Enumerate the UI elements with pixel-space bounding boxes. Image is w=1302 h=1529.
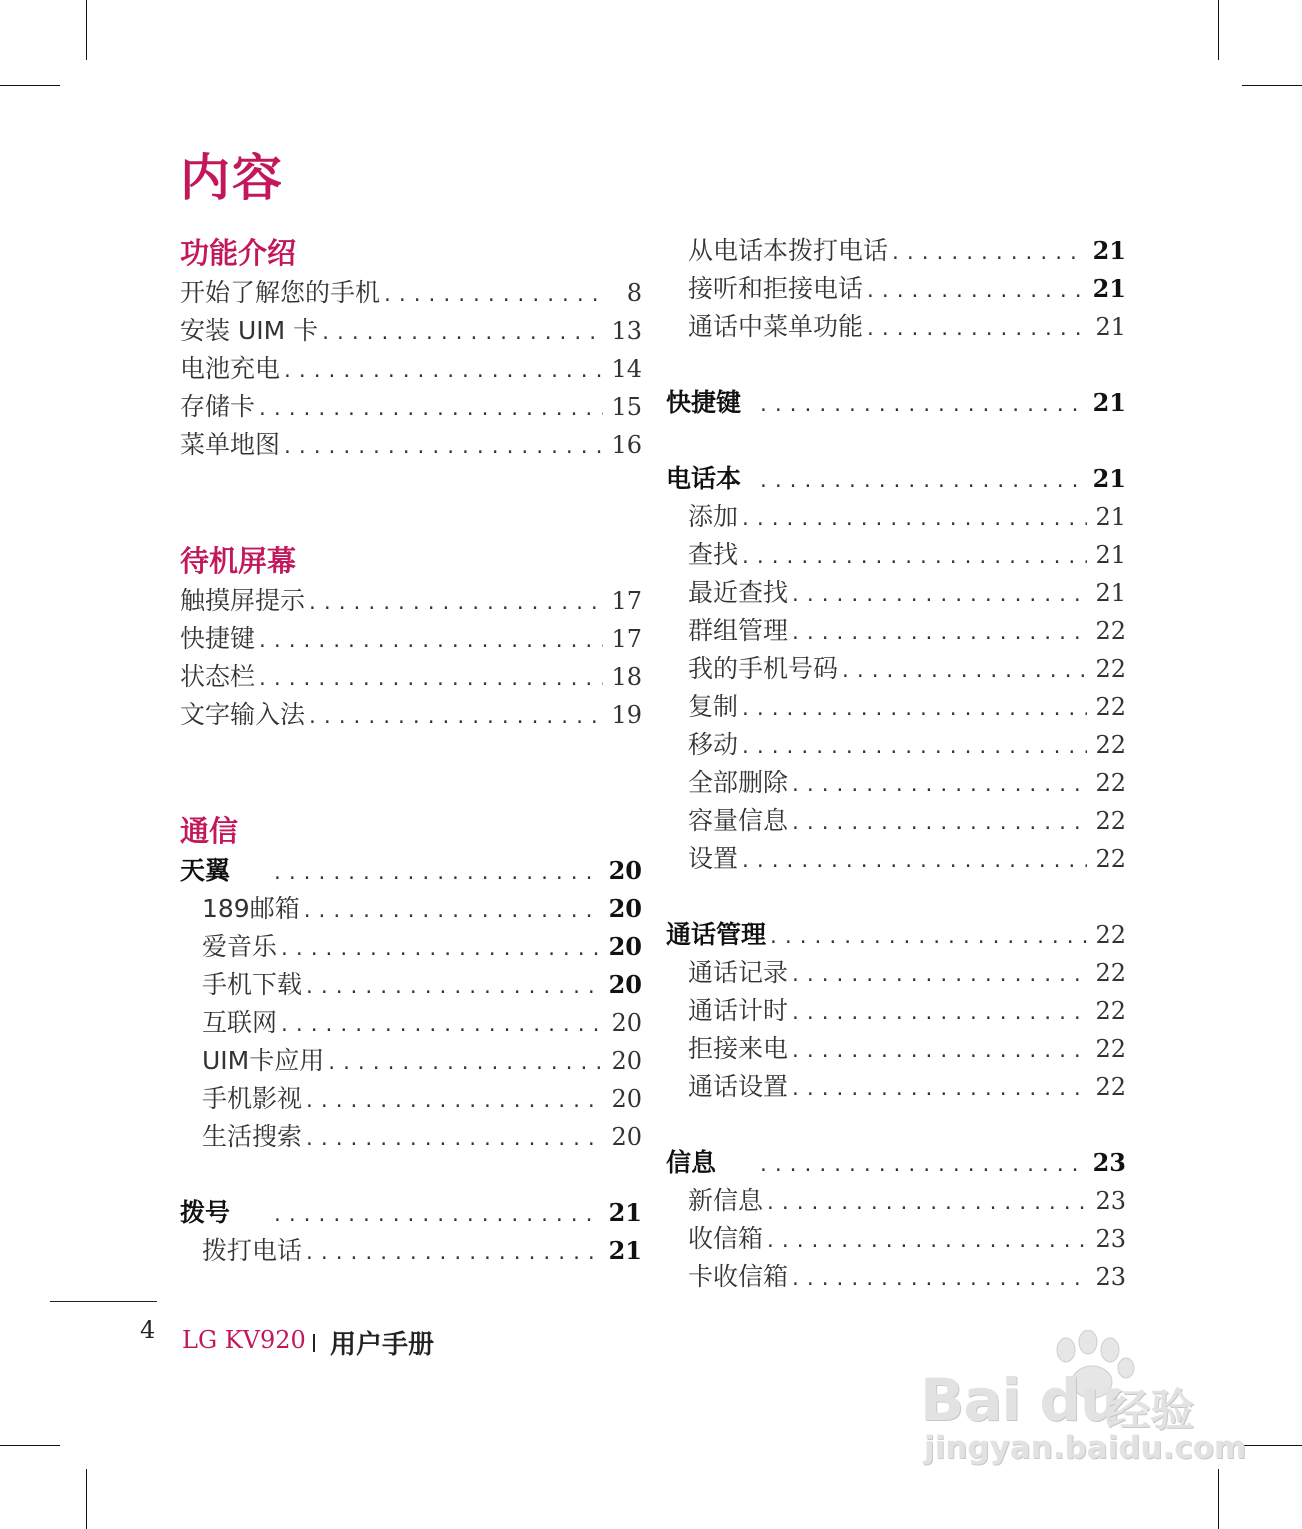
toc-entry-label: 电话本 [666,464,742,493]
toc-entry[interactable] [180,312,642,350]
toc-entry[interactable] [666,1068,1126,1106]
dot-leader [740,501,1087,536]
dot-leader [790,805,1087,840]
crop-mark [86,0,87,60]
section-heading: 待机屏幕 [180,544,297,578]
toc-entry-page: 22 [1095,1073,1126,1101]
dot-leader [890,235,1085,270]
toc-entry-page: 20 [608,970,642,999]
toc-entry-page: 21 [1095,541,1126,569]
toc-entry-page: 21 [1095,579,1126,607]
crop-mark [0,1445,60,1446]
section-heading: 功能介绍 [180,236,297,270]
dot-leader [865,273,1085,308]
dot-leader [740,539,1087,574]
toc-entry-page: 22 [1095,1035,1126,1063]
dot-leader [304,1121,603,1156]
toc-entry-page: 22 [1095,807,1126,835]
toc-entry[interactable] [666,954,1126,992]
toc-entry-label: 通话设置 [688,1072,789,1101]
toc-entry-label: 最近查找 [688,578,789,607]
dot-leader [326,1045,603,1080]
dot-leader [257,391,603,426]
toc-entry-page: 20 [611,1123,642,1151]
toc-entry[interactable] [666,840,1126,878]
toc-entry[interactable] [666,1258,1126,1296]
toc-entry[interactable] [666,688,1126,726]
toc-entry[interactable] [180,696,642,734]
toc-entry-label: 天翼 [180,856,231,885]
toc-entry[interactable] [180,426,642,464]
toc-entry[interactable] [666,232,1126,270]
dot-leader [740,691,1087,726]
dot-leader [790,615,1087,650]
toc-entry-page: 20 [611,1047,642,1075]
toc-entry[interactable] [180,620,642,658]
toc-chapter-entry[interactable] [180,1194,642,1232]
toc-entry[interactable] [666,992,1126,1030]
toc-entry-page: 13 [611,317,642,345]
dot-leader [304,969,601,1004]
dot-leader [758,387,1085,422]
toc-entry-label: 收信箱 [688,1224,764,1253]
toc-entry-label: 快捷键 [666,388,742,417]
toc-entry[interactable] [180,388,642,426]
spacer [180,1156,642,1194]
section-heading: 通信 [180,814,239,848]
toc-entry-page: 22 [1095,921,1126,949]
toc-entry[interactable] [180,966,642,1004]
toc-entry-page: 8 [626,279,642,307]
crop-mark [1242,85,1302,86]
toc-entry-page: 23 [1092,1148,1126,1177]
toc-entry-page: 18 [611,663,642,691]
toc-entry-page: 23 [1095,1263,1126,1291]
toc-entry-page: 21 [1095,313,1126,341]
toc-chapter-entry[interactable] [666,460,1126,498]
dot-leader [307,699,603,734]
dot-leader [307,585,603,620]
toc-entry-page: 22 [1095,769,1126,797]
dot-leader [382,277,604,312]
toc-entry-page: 21 [608,1236,642,1265]
toc-entry[interactable] [666,1220,1126,1258]
toc-right-column [666,232,1126,1296]
toc-entry-page: 21 [1092,388,1126,417]
toc-entry-page: 21 [1092,274,1126,303]
toc-entry-label: 从电话本拨打电话 [688,236,889,265]
dot-leader [768,919,1087,954]
dot-leader [790,767,1087,802]
toc-entry[interactable] [180,1232,642,1270]
dot-leader [790,577,1087,612]
dot-leader [282,429,603,464]
toc-entry-page: 20 [611,1009,642,1037]
toc-entry-page: 17 [611,587,642,615]
dot-leader [740,729,1087,764]
footer-brand: LG KV920 [182,1326,306,1354]
dot-leader [790,1261,1087,1296]
toc-entry-label: 触摸屏提示 [180,586,306,615]
toc-entry[interactable] [666,536,1126,574]
dot-leader [279,1007,603,1042]
dot-leader [302,893,601,928]
spacer [666,422,1126,460]
dot-leader [790,995,1087,1030]
crop-mark [0,85,60,86]
toc-entry-label: 手机下载 [202,970,303,999]
toc-entry-label: 通话管理 [666,920,767,949]
toc-chapter-entry[interactable] [666,384,1126,422]
page-number: 4 [140,1316,156,1344]
toc-entry-label: 文字输入法 [180,700,306,729]
toc-entry[interactable] [666,308,1126,346]
toc-entry-label: 通话计时 [688,996,789,1025]
toc-entry-label: 全部删除 [688,768,789,797]
toc-entry[interactable] [180,1042,642,1080]
toc-entry[interactable] [180,658,642,696]
toc-entry-page: 22 [1095,731,1126,759]
toc-entry-label: 查找 [688,540,739,569]
dot-leader [304,1083,603,1118]
toc-entry-label: 生活搜索 [202,1122,303,1151]
spacer [666,1106,1126,1144]
toc-entry-label: 拨号 [180,1198,231,1227]
toc-chapter-entry[interactable] [180,852,642,890]
toc-entry-label: 添加 [688,502,739,531]
toc-entry-page: 23 [1095,1225,1126,1253]
dot-leader [740,843,1087,878]
toc-entry-label: 新信息 [688,1186,764,1215]
toc-entry-page: 21 [608,1198,642,1227]
toc-entry[interactable] [666,1030,1126,1068]
dot-leader [865,311,1087,346]
toc-entry-label: 拒接来电 [688,1034,789,1063]
footer-rule [50,1301,157,1302]
watermark-jingyan: 经验 [1106,1385,1194,1436]
dot-leader [320,315,603,350]
footer-manual-title: 用户手册 [330,1330,435,1360]
toc-entry-page: 14 [611,355,642,383]
toc-entry-page: 15 [611,393,642,421]
dot-leader [257,661,603,696]
dot-leader [765,1185,1087,1220]
toc-entry-label: 189邮箱 [202,894,300,923]
footer-separator [313,1334,315,1352]
toc-entry-label: 电池充电 [180,354,281,383]
dot-leader [790,1033,1087,1068]
spacer [180,464,642,540]
page-title: 内容 [180,149,284,207]
toc-entry-page: 23 [1095,1187,1126,1215]
toc-entry[interactable] [180,1118,642,1156]
dot-leader [758,1147,1085,1182]
dot-leader [765,1223,1087,1258]
spacer [666,878,1126,916]
toc-entry-label: 状态栏 [180,662,256,691]
toc-entry-page: 20 [608,894,642,923]
crop-mark [1242,1445,1302,1446]
toc-entry[interactable] [180,350,642,388]
toc-entry-page: 19 [611,701,642,729]
toc-entry[interactable] [180,1004,642,1042]
dot-leader [282,353,603,388]
toc-entry-label: 手机影视 [202,1084,303,1113]
toc-entry-label: 快捷键 [180,624,256,653]
toc-entry-page: 21 [1092,464,1126,493]
dot-leader [272,1197,601,1232]
toc-entry-page: 22 [1095,693,1126,721]
watermark-url: jingyan.baidu.com [924,1430,1247,1466]
toc-entry[interactable] [666,1182,1126,1220]
toc-entry-label: 通话中菜单功能 [688,312,864,341]
toc-entry-page: 16 [611,431,642,459]
toc-entry-label: 容量信息 [688,806,789,835]
toc-entry-label: 群组管理 [688,616,789,645]
toc-entry-page: 22 [1095,617,1126,645]
toc-entry-label: 复制 [688,692,739,721]
crop-mark [1218,0,1219,60]
toc-entry-label: 我的手机号码 [688,654,839,683]
toc-entry[interactable] [180,928,642,966]
dot-leader [304,1235,601,1270]
toc-entry[interactable] [666,764,1126,802]
toc-entry-label: 卡收信箱 [688,1262,789,1291]
dot-leader [840,653,1087,688]
toc-entry[interactable] [180,274,642,312]
toc-entry-label: 安装 UIM 卡 [180,316,319,345]
toc-entry[interactable] [666,650,1126,688]
toc-entry-page: 20 [608,856,642,885]
toc-entry[interactable] [666,574,1126,612]
toc-left-column [180,232,642,1270]
toc-entry[interactable] [666,802,1126,840]
toc-entry-page: 22 [1095,959,1126,987]
toc-entry-label: 菜单地图 [180,430,281,459]
toc-entry-page: 22 [1095,845,1126,873]
toc-entry-label: 互联网 [202,1008,278,1037]
dot-leader [790,1071,1087,1106]
toc-entry-label: 设置 [688,844,739,873]
toc-entry-page: 17 [611,625,642,653]
spacer [666,346,1126,384]
toc-entry-label: 存储卡 [180,392,256,421]
toc-entry[interactable] [180,582,642,620]
spacer [180,734,642,810]
dot-leader [758,463,1085,498]
toc-entry-page: 22 [1095,655,1126,683]
toc-entry-label: 信息 [666,1148,717,1177]
baidu-watermark [910,1330,1247,1480]
toc-entry-page: 21 [1095,503,1126,531]
toc-entry[interactable] [666,498,1126,536]
dot-leader [279,931,601,966]
toc-entry-page: 22 [1095,997,1126,1025]
toc-entry-page: 20 [608,932,642,961]
toc-entry-page: 21 [1092,236,1126,265]
toc-entry-label: 拨打电话 [202,1236,303,1265]
toc-entry[interactable] [180,1080,642,1118]
toc-entry-label: UIM卡应用 [202,1046,325,1075]
toc-entry-label: 移动 [688,730,739,759]
toc-chapter-entry[interactable] [666,916,1126,954]
toc-entry-label: 爱音乐 [202,932,278,961]
toc-entry-label: 接听和拒接电话 [688,274,864,303]
toc-entry-page: 20 [611,1085,642,1113]
toc-entry[interactable] [666,612,1126,650]
watermark-logo: Bai du [920,1366,1121,1434]
crop-mark [86,1469,87,1529]
toc-entry-label: 通话记录 [688,958,789,987]
toc-entry[interactable] [666,270,1126,308]
toc-entry[interactable] [180,890,642,928]
toc-chapter-entry[interactable] [666,1144,1126,1182]
dot-leader [257,623,603,658]
dot-leader [790,957,1087,992]
toc-entry[interactable] [666,726,1126,764]
dot-leader [272,855,601,890]
toc-entry-label: 开始了解您的手机 [180,278,381,307]
